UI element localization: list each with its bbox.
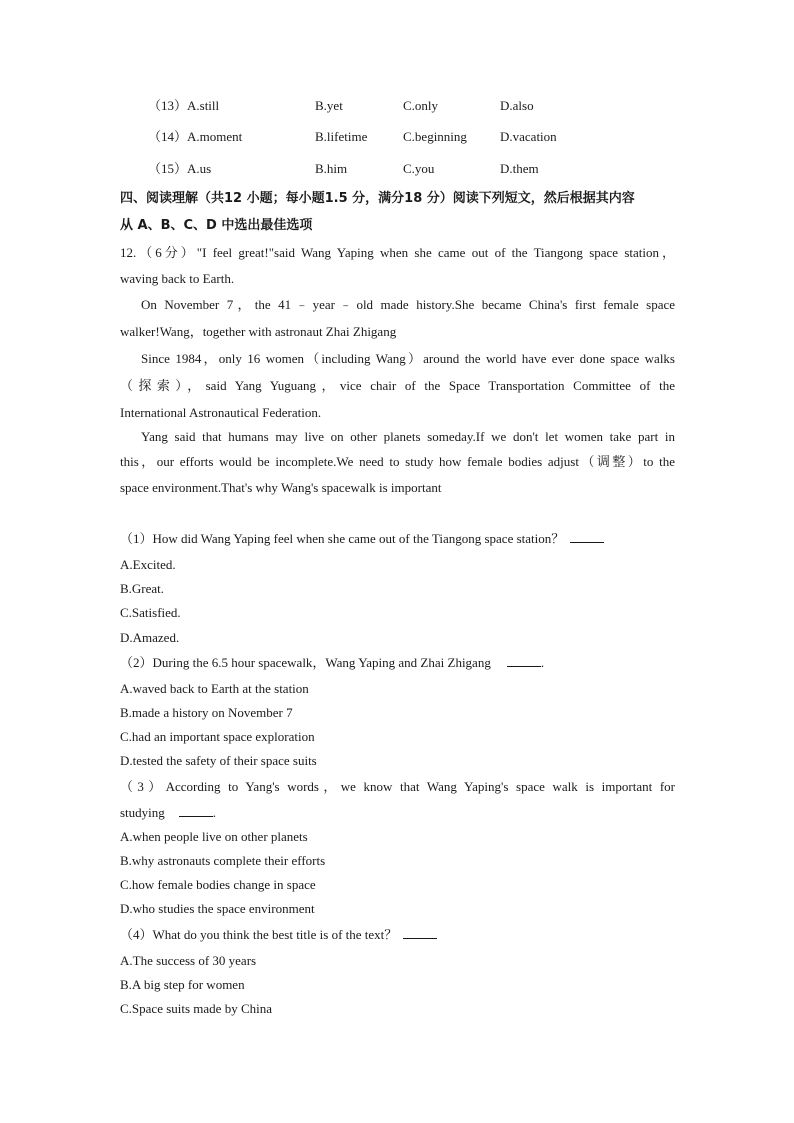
option-a: A.The success of 30 years	[120, 953, 257, 968]
question-stem	[120, 925, 675, 945]
passage-line: On November 7，the 41﹣year﹣old made history.She became China's first female space	[141, 297, 675, 312]
option-d: D.Amazed.	[120, 630, 180, 645]
question-4-text: （4）What do you think the best title is of the text？	[120, 927, 398, 942]
option-b: B.yet	[315, 98, 343, 113]
option-c: C.beginning	[403, 129, 467, 144]
question-2-text: （2）During the 6.5 hour spacewalk，Wang Yaping and Zhai Zhigang	[120, 655, 491, 670]
option-c: C.had an important space exploration	[120, 729, 315, 744]
passage-line: 12.（6分）"I feel great!"said Wang Yaping when she came out of the Tiangong space station，	[120, 245, 675, 260]
passage-line: space environment.That's why Wang's spacewalk is important	[120, 480, 442, 495]
passage-line: walker!Wang，together with astronaut Zhai Zhigang	[120, 324, 397, 339]
option-c: C.Satisfied.	[120, 605, 181, 620]
answer-blank[interactable]	[403, 926, 437, 939]
option-a: A.when people live on other planets	[120, 829, 308, 844]
cloze-option-row-13	[0, 96, 794, 116]
passage-line: （探索），said Yang Yuguang，vice chair of the Space Transportation Committee of the	[120, 378, 675, 393]
answer-blank[interactable]	[507, 654, 541, 667]
option-b: B.A big step for women	[120, 977, 245, 992]
option-b: B.made a history on November 7	[120, 705, 293, 720]
section-header: 四、阅读理解（共12 小题；每小题1.5 分，满分18 分）阅读下列短文，然后根据其内容	[120, 191, 635, 206]
option-c: C.how female bodies change in space	[120, 877, 316, 892]
question-stem: （3）According to Yang's words，we know that Wang Yaping's space walk is important for	[120, 779, 675, 794]
question-stem	[120, 529, 675, 549]
option-d: D.vacation	[500, 129, 557, 144]
passage-line: Yang said that humans may live on other planets someday.If we don't let women take part in	[141, 429, 675, 444]
passage-line: International Astronautical Federation.	[120, 405, 322, 420]
option-b: B.him	[315, 161, 348, 176]
option-d: D.also	[500, 98, 534, 113]
question-stem-cont: studying .	[120, 805, 217, 820]
answer-blank[interactable]	[179, 804, 213, 817]
option-c: C.only	[403, 98, 439, 113]
option-d: D.tested the safety of their space suits	[120, 753, 317, 768]
question-3-text: studying	[120, 805, 165, 820]
option-b: B.why astronauts complete their efforts	[120, 853, 326, 868]
option-a: A.waved back to Earth at the station	[120, 681, 309, 696]
option-a: （14）A.moment	[148, 129, 243, 144]
passage-line: Since 1984，only 16 women（including Wang）around the world have ever done space walks	[141, 351, 675, 366]
option-a: A.Excited.	[120, 557, 176, 572]
answer-blank[interactable]	[570, 530, 604, 543]
option-b: B.lifetime	[315, 129, 368, 144]
question-1-text: （1）How did Wang Yaping feel when she came out of the Tiangong space station？	[120, 531, 565, 546]
option-d: D.them	[500, 161, 539, 176]
option-d: D.who studies the space environment	[120, 901, 315, 916]
option-c: C.Space suits made by China	[120, 1001, 273, 1016]
cloze-option-row-14	[0, 127, 794, 147]
section-header-cont: 从 A、B、C、D 中选出最佳选项	[120, 218, 313, 233]
option-a: （15）A.us	[148, 161, 212, 176]
passage-line: this，our efforts would be incomplete.We need to study how female bodies adjust（调整）to the	[120, 454, 675, 469]
passage-line: waving back to Earth.	[120, 271, 235, 286]
cloze-option-row-15	[0, 159, 794, 179]
option-a: （13）A.still	[148, 98, 220, 113]
option-b: B.Great.	[120, 581, 165, 596]
option-c: C.you	[403, 161, 435, 176]
question-stem: （2）During the 6.5 hour spacewalk，Wang Yaping and Zhai Zhigang .	[120, 655, 545, 670]
